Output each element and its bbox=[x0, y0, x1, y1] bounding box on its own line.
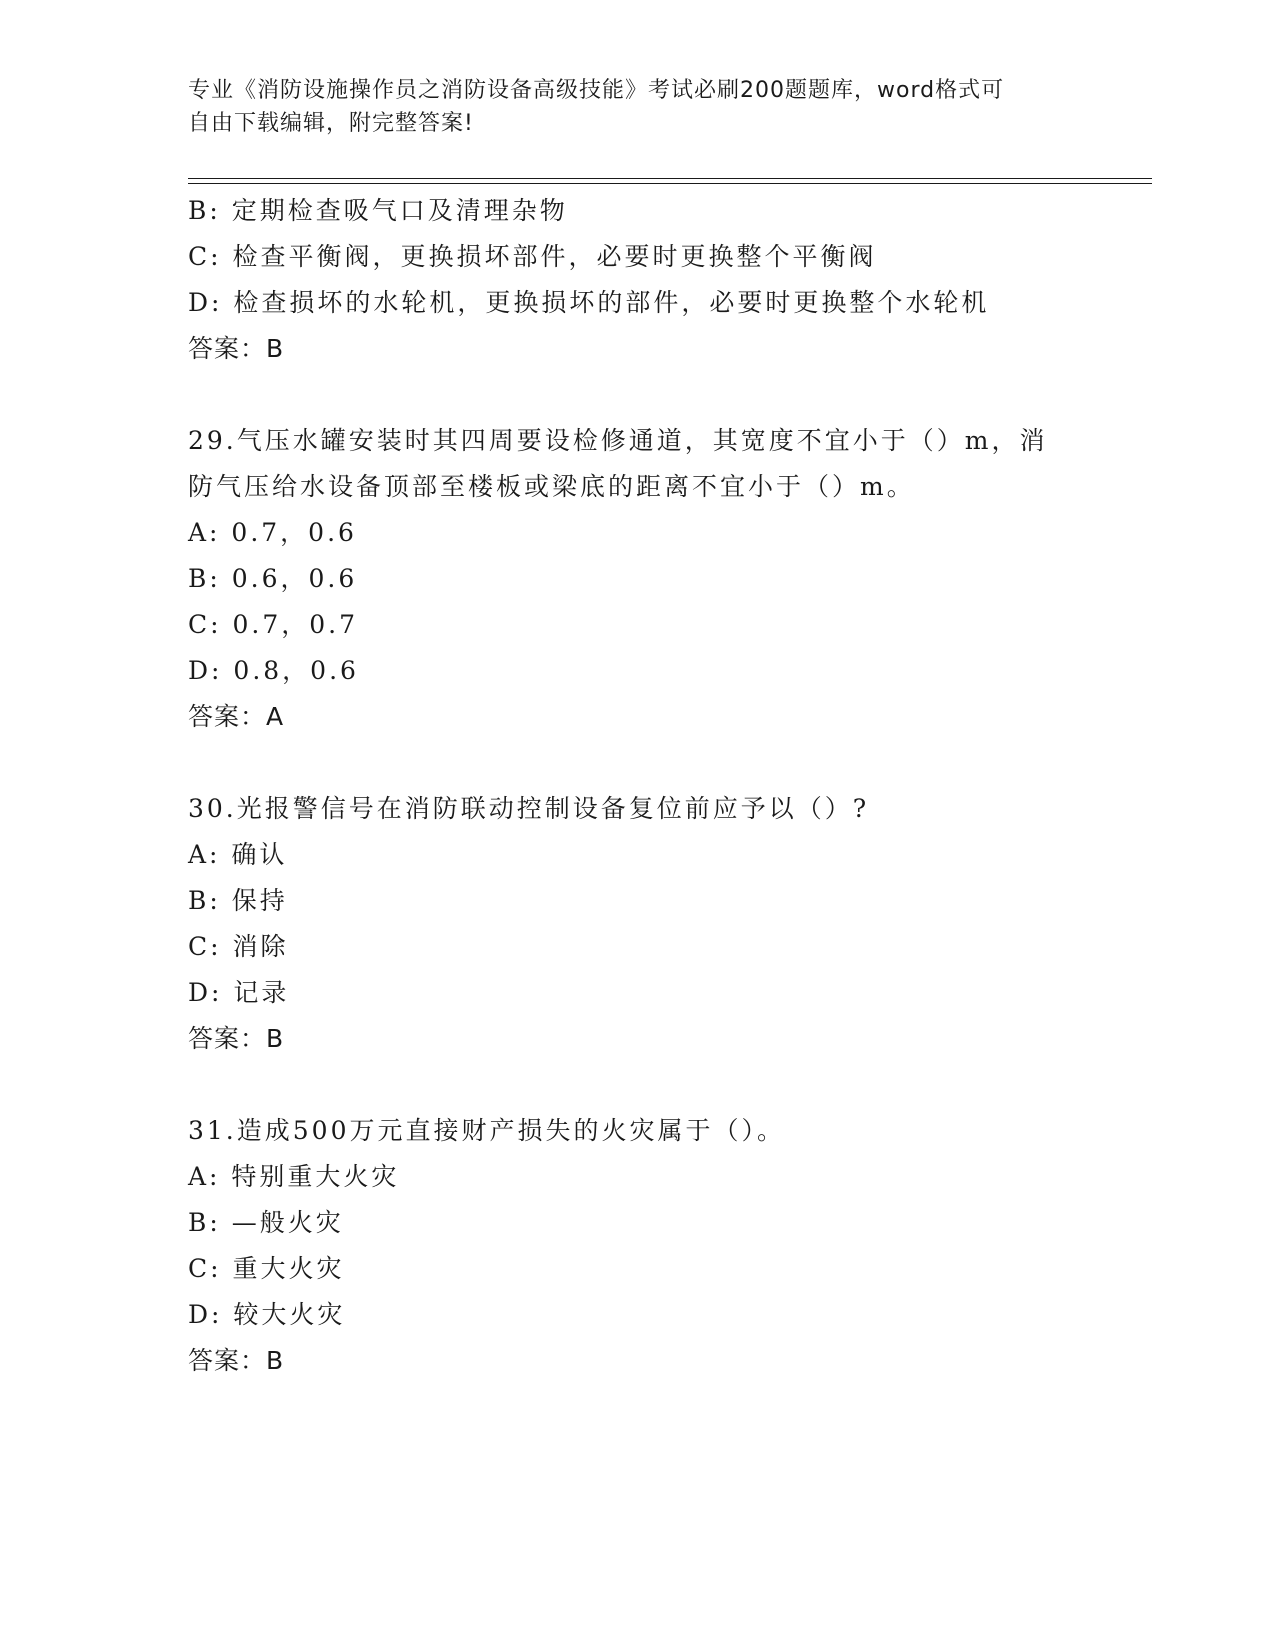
option-d: D: 检查损坏的水轮机，更换损坏的部件，必要时更换整个水轮机 bbox=[188, 288, 990, 317]
option-d: D: 较大火灾 bbox=[188, 1300, 346, 1329]
option-b: B: 定期检查吸气口及清理杂物 bbox=[188, 196, 568, 225]
question-stem-line-1: 31.造成500万元直接财产损失的火灾属于（）。 bbox=[188, 1116, 785, 1145]
header-divider-top bbox=[188, 178, 1152, 179]
option-a: A: 特别重大火灾 bbox=[188, 1162, 400, 1191]
answer-line: 答案：B bbox=[188, 1024, 285, 1053]
option-c: C: 0.7，0.7 bbox=[188, 610, 359, 639]
option-b: B: —般火灾 bbox=[188, 1208, 344, 1237]
question-29 bbox=[188, 418, 1088, 740]
option-a: A: 确认 bbox=[188, 840, 288, 869]
option-a: A: 0.7，0.6 bbox=[188, 518, 357, 547]
header-line-2: 自由下载编辑，附完整答案! bbox=[188, 111, 474, 136]
question-30 bbox=[188, 786, 1088, 1062]
question-stem-line-2: 防气压给水设备顶部至楼板或梁底的距离不宜小于（）m。 bbox=[188, 472, 915, 501]
answer-line: 答案：B bbox=[188, 1346, 285, 1375]
option-c: C: 检查平衡阀，更换损坏部件，必要时更换整个平衡阀 bbox=[188, 242, 877, 271]
option-c: C: 消除 bbox=[188, 932, 289, 961]
spacer bbox=[188, 1062, 1088, 1108]
question-28-continued bbox=[188, 188, 1088, 372]
header-line-1: 专业《消防设施操作员之消防设备高级技能》考试必刷200题题库，word格式可 bbox=[188, 78, 1005, 103]
spacer bbox=[188, 372, 1088, 418]
question-stem-line-1: 30.光报警信号在消防联动控制设备复位前应予以（）? bbox=[188, 794, 870, 823]
answer-line: 答案：A bbox=[188, 702, 285, 731]
option-b: B: 保持 bbox=[188, 886, 288, 915]
answer-line: 答案：B bbox=[188, 334, 285, 363]
option-b: B: 0.6，0.6 bbox=[188, 564, 358, 593]
header-divider-bottom bbox=[188, 183, 1152, 184]
option-d: D: 0.8，0.6 bbox=[188, 656, 359, 685]
question-stem-line-1: 29.气压水罐安装时其四周要设检修通道，其宽度不宜小于（）m，消 bbox=[188, 426, 1048, 455]
spacer bbox=[188, 740, 1088, 786]
option-d: D: 记录 bbox=[188, 978, 290, 1007]
question-list bbox=[188, 188, 1088, 1384]
option-c: C: 重大火灾 bbox=[188, 1254, 345, 1283]
document-header bbox=[188, 74, 1088, 140]
question-31 bbox=[188, 1108, 1088, 1384]
